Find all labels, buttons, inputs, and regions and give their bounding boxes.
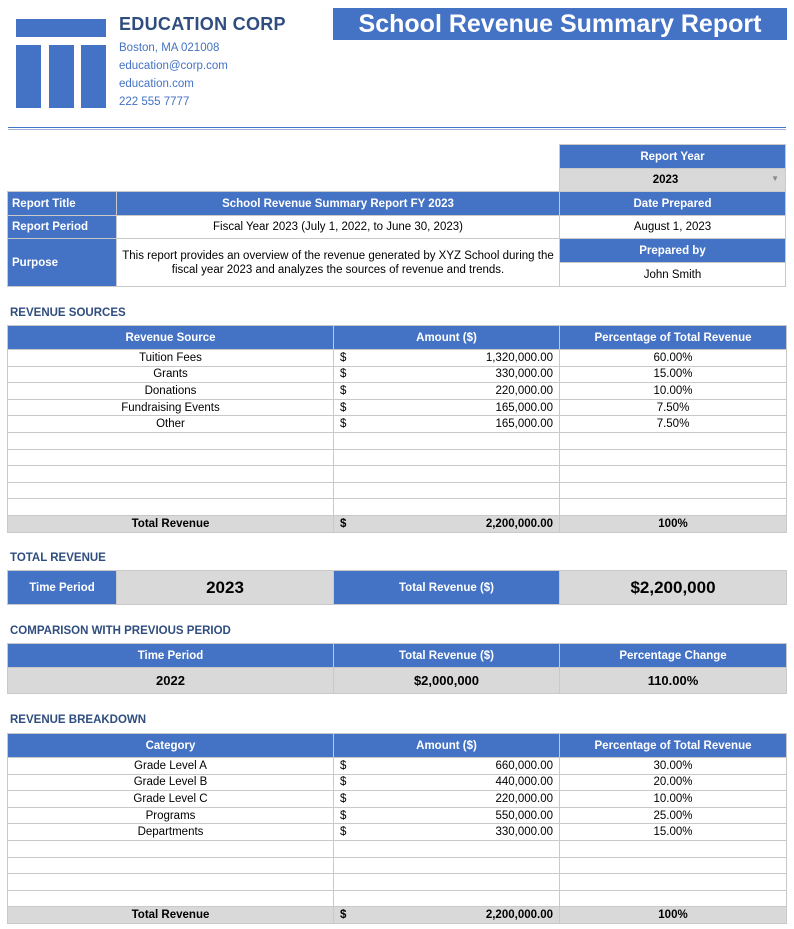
currency-symbol: $ <box>334 791 350 808</box>
row-amount: 440,000.00 <box>350 774 560 791</box>
row-name: Grants <box>8 366 334 383</box>
percentage-change-value: 110.00% <box>560 668 787 694</box>
row-amount <box>350 466 560 483</box>
row-percentage: 10.00% <box>560 791 787 808</box>
row-percentage <box>560 466 787 483</box>
company-website[interactable]: education.com <box>119 78 194 90</box>
row-percentage: 15.00% <box>560 824 787 841</box>
total-revenue-value: $2,200,000 <box>560 571 787 605</box>
row-name: Grade Level B <box>8 774 334 791</box>
total-revenue-table <box>7 570 787 605</box>
currency-symbol <box>334 482 350 499</box>
row-amount: 165,000.00 <box>350 416 560 433</box>
total-revenue-title: TOTAL REVENUE <box>10 552 106 564</box>
row-name <box>8 874 334 891</box>
time-period-label: Time Period <box>8 571 117 605</box>
currency-symbol <box>334 432 350 449</box>
row-name: Programs <box>8 807 334 824</box>
table-row <box>8 499 787 516</box>
row-name: Departments <box>8 824 334 841</box>
header-divider <box>8 127 786 130</box>
prepared-by-value: John Smith <box>560 263 786 287</box>
column-header: Total Revenue ($) <box>334 644 560 668</box>
row-amount: 220,000.00 <box>350 383 560 400</box>
revenue-sources-table <box>7 325 787 533</box>
previous-period-value: 2022 <box>8 668 334 694</box>
column-header: Percentage of Total Revenue <box>560 326 787 350</box>
table-row <box>8 482 787 499</box>
currency-symbol: $ <box>334 366 350 383</box>
total-percentage: 100% <box>560 907 787 924</box>
currency-symbol: $ <box>334 399 350 416</box>
currency-symbol: $ <box>334 515 350 532</box>
column-header: Percentage of Total Revenue <box>560 734 787 758</box>
report-year-select[interactable] <box>560 169 786 192</box>
row-percentage: 10.00% <box>560 383 787 400</box>
currency-symbol: $ <box>334 383 350 400</box>
currency-symbol: $ <box>334 350 350 367</box>
row-amount: 660,000.00 <box>350 758 560 775</box>
row-amount: 1,320,000.00 <box>350 350 560 367</box>
row-amount <box>350 890 560 907</box>
table-row <box>8 432 787 449</box>
report-title-banner: School Revenue Summary Report <box>333 8 787 40</box>
total-label: Total Revenue <box>8 515 334 532</box>
row-amount: 330,000.00 <box>350 824 560 841</box>
table-row <box>8 350 787 367</box>
row-amount <box>350 449 560 466</box>
currency-symbol: $ <box>334 807 350 824</box>
company-phone: 222 555 7777 <box>119 96 190 108</box>
row-name <box>8 890 334 907</box>
report-details-table <box>7 191 560 287</box>
report-period-label: Report Period <box>8 216 117 239</box>
table-row <box>8 774 787 791</box>
row-percentage <box>560 499 787 516</box>
report-title-value: School Revenue Summary Report FY 2023 <box>117 192 560 216</box>
row-name: Grade Level C <box>8 791 334 808</box>
time-period-value: 2023 <box>117 571 334 605</box>
row-name <box>8 449 334 466</box>
column-header: Category <box>8 734 334 758</box>
currency-symbol: $ <box>334 907 350 924</box>
row-name: Other <box>8 416 334 433</box>
prepared-by-label: Prepared by <box>560 239 786 263</box>
row-percentage: 15.00% <box>560 366 787 383</box>
currency-symbol <box>334 449 350 466</box>
row-percentage: 7.50% <box>560 399 787 416</box>
column-header: Amount ($) <box>334 326 560 350</box>
comparison-title: COMPARISON WITH PREVIOUS PERIOD <box>10 625 231 637</box>
table-row <box>8 399 787 416</box>
table-row <box>8 416 787 433</box>
row-name <box>8 482 334 499</box>
row-percentage <box>560 874 787 891</box>
company-name: EDUCATION CORP <box>119 14 286 34</box>
row-name: Donations <box>8 383 334 400</box>
table-row <box>8 383 787 400</box>
row-name: Tuition Fees <box>8 350 334 367</box>
row-amount: 330,000.00 <box>350 366 560 383</box>
currency-symbol <box>334 890 350 907</box>
table-row <box>8 857 787 874</box>
row-percentage <box>560 482 787 499</box>
revenue-sources-title: REVENUE SOURCES <box>10 307 126 319</box>
row-amount <box>350 499 560 516</box>
company-email[interactable]: education@corp.com <box>119 60 228 72</box>
currency-symbol <box>334 840 350 857</box>
purpose-label: Purpose <box>8 239 117 287</box>
report-year-label: Report Year <box>560 145 786 169</box>
row-amount <box>350 432 560 449</box>
total-amount: 2,200,000.00 <box>350 907 560 924</box>
company-address: Boston, MA 021008 <box>119 42 220 54</box>
table-row <box>8 758 787 775</box>
revenue-breakdown-table <box>7 733 787 924</box>
row-percentage: 20.00% <box>560 774 787 791</box>
row-name <box>8 499 334 516</box>
total-percentage: 100% <box>560 515 787 532</box>
company-logo-icon <box>16 19 106 109</box>
comparison-table <box>7 643 787 694</box>
table-row <box>8 366 787 383</box>
date-prepared-value: August 1, 2023 <box>560 216 786 239</box>
column-header: Amount ($) <box>334 734 560 758</box>
currency-symbol <box>334 466 350 483</box>
currency-symbol: $ <box>334 416 350 433</box>
table-row <box>8 874 787 891</box>
row-percentage <box>560 449 787 466</box>
currency-symbol <box>334 874 350 891</box>
dropdown-caret-icon[interactable]: ▼ <box>771 174 779 183</box>
row-amount <box>350 874 560 891</box>
table-row <box>8 824 787 841</box>
table-row <box>8 807 787 824</box>
row-amount <box>350 857 560 874</box>
table-row <box>8 466 787 483</box>
total-revenue-label: Total Revenue ($) <box>334 571 560 605</box>
row-amount: 165,000.00 <box>350 399 560 416</box>
currency-symbol: $ <box>334 824 350 841</box>
row-percentage: 25.00% <box>560 807 787 824</box>
column-header: Percentage Change <box>560 644 787 668</box>
row-name: Fundraising Events <box>8 399 334 416</box>
row-percentage: 7.50% <box>560 416 787 433</box>
row-name <box>8 466 334 483</box>
row-percentage <box>560 432 787 449</box>
row-percentage: 30.00% <box>560 758 787 775</box>
table-row <box>8 791 787 808</box>
report-title-label: Report Title <box>8 192 117 216</box>
prepared-info-table <box>559 191 786 287</box>
row-amount <box>350 482 560 499</box>
table-row <box>8 890 787 907</box>
report-year-value: 2023 <box>652 174 679 186</box>
row-amount <box>350 840 560 857</box>
row-amount: 220,000.00 <box>350 791 560 808</box>
revenue-breakdown-title: REVENUE BREAKDOWN <box>10 714 147 726</box>
column-header: Revenue Source <box>8 326 334 350</box>
row-name <box>8 432 334 449</box>
purpose-value: This report provides an overview of the revenue generated by XYZ School during the fiscal year 2023 and analyzes the sources of revenue and trends. <box>117 239 560 287</box>
row-name <box>8 840 334 857</box>
row-percentage <box>560 857 787 874</box>
row-percentage <box>560 890 787 907</box>
table-row <box>8 449 787 466</box>
row-name <box>8 857 334 874</box>
row-amount: 550,000.00 <box>350 807 560 824</box>
column-header: Time Period <box>8 644 334 668</box>
currency-symbol <box>334 857 350 874</box>
report-header <box>0 0 794 130</box>
previous-revenue-value: $2,000,000 <box>334 668 560 694</box>
row-percentage <box>560 840 787 857</box>
currency-symbol <box>334 499 350 516</box>
row-name: Grade Level A <box>8 758 334 775</box>
currency-symbol: $ <box>334 774 350 791</box>
table-row <box>8 840 787 857</box>
row-percentage: 60.00% <box>560 350 787 367</box>
date-prepared-label: Date Prepared <box>560 192 786 216</box>
total-amount: 2,200,000.00 <box>350 515 560 532</box>
report-period-value: Fiscal Year 2023 (July 1, 2022, to June 30, 2023) <box>117 216 560 239</box>
report-year-table <box>559 144 786 192</box>
total-label: Total Revenue <box>8 907 334 924</box>
currency-symbol: $ <box>334 758 350 775</box>
